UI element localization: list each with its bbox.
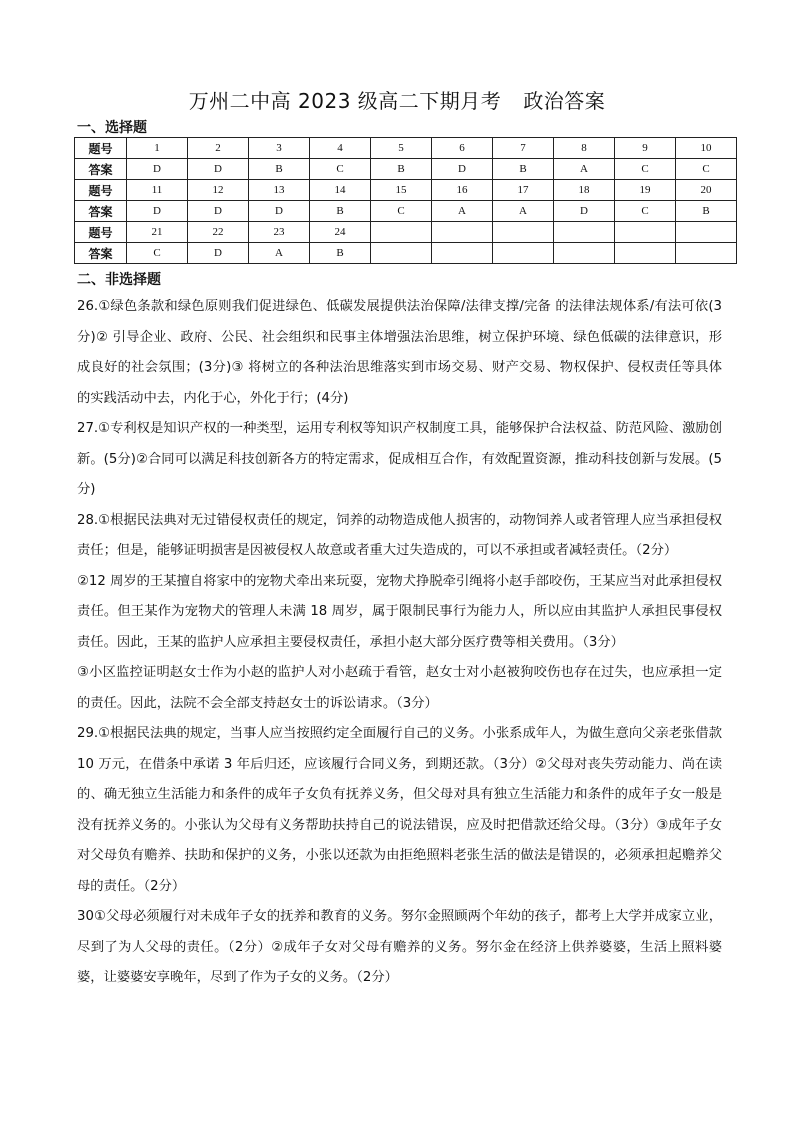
- answer-row: [75, 201, 737, 222]
- answer-table: [74, 137, 737, 264]
- question-number-cell: [371, 222, 432, 243]
- answer-letter-cell: D: [188, 201, 249, 222]
- answer-row-label: 答案: [75, 243, 127, 264]
- question-number-cell: 18: [554, 180, 615, 201]
- answer-letter-cell: C: [127, 243, 188, 264]
- answer-letter-cell: D: [188, 243, 249, 264]
- answer-letter-cell: A: [249, 243, 310, 264]
- answer-letter-cell: A: [493, 201, 554, 222]
- answer-26: 26.①绿色条款和绿色原则我们促进绿色、低碳发展提供法治保障/法律支撑/完备 的法律法规体系/有法可依(3分)② 引导企业、政府、公民、社会组织和民事主体增强法治思维，树立保护环境、绿色低碳的法律意识，形成良好的社会氛围；(3分)③ 将树立的各种法治思维落实到市场交易、财产交易、物权保护、侵权责任等具体的实践活动中去，内化于心，外化于行；(4分): [77, 299, 722, 406]
- answer-letter-cell: D: [188, 159, 249, 180]
- answer-27: 27.①专利权是知识产权的一种类型，运用专利权等知识产权制度工具，能够保护合法权益、防范风险、激励创新。(5分)②合同可以满足科技创新各方的特定需求，促成相互合作，有效配置资源，推动科技创新与发展。(5分): [77, 421, 722, 497]
- question-row: [75, 138, 737, 159]
- question-number-cell: [554, 222, 615, 243]
- answer-row: [75, 243, 737, 264]
- question-number-cell: 22: [188, 222, 249, 243]
- question-number-cell: 4: [310, 138, 371, 159]
- question-number-cell: 15: [371, 180, 432, 201]
- answer-letter-cell: C: [676, 159, 737, 180]
- answer-letter-cell: B: [310, 243, 371, 264]
- question-number-cell: 12: [188, 180, 249, 201]
- answer-letter-cell: C: [615, 201, 676, 222]
- question-number-cell: 24: [310, 222, 371, 243]
- question-number-cell: 14: [310, 180, 371, 201]
- answer-letter-cell: B: [310, 201, 371, 222]
- question-number-cell: [615, 222, 676, 243]
- section-heading-nonchoice: 二、非选择题: [77, 272, 161, 288]
- answer-letter-cell: D: [432, 159, 493, 180]
- answer-row-label: 答案: [75, 201, 127, 222]
- question-number-cell: 7: [493, 138, 554, 159]
- question-number-cell: [432, 222, 493, 243]
- question-number-cell: 2: [188, 138, 249, 159]
- answer-letter-cell: [615, 243, 676, 264]
- answer-letter-cell: B: [371, 159, 432, 180]
- question-number-cell: 21: [127, 222, 188, 243]
- answer-letter-cell: B: [493, 159, 554, 180]
- question-number-cell: 10: [676, 138, 737, 159]
- question-row: [75, 180, 737, 201]
- question-row-label: 题号: [75, 222, 127, 243]
- answer-letter-cell: D: [127, 201, 188, 222]
- subject-title: 政治答案: [523, 89, 606, 113]
- question-number-cell: 6: [432, 138, 493, 159]
- question-number-cell: 3: [249, 138, 310, 159]
- answer-28-part2: ②12 周岁的王某擅自将家中的宠物犬牵出来玩耍，宠物犬挣脱牵引绳将小赵手部咬伤，王某应当对此承担侵权责任。但王某作为宠物犬的管理人未满 18 周岁，属于限制民事行为能力人，所以应由其监护人承担民事侵权责任。因此，王某的监护人应承担主要侵权责任，承担小赵大部分医疗费等相关费用。（3分）: [77, 573, 722, 650]
- question-number-cell: 23: [249, 222, 310, 243]
- answer-letter-cell: B: [249, 159, 310, 180]
- question-number-cell: 19: [615, 180, 676, 201]
- page-title: [0, 85, 794, 114]
- answer-row-label: 答案: [75, 159, 127, 180]
- answer-30: 30①父母必须履行对未成年子女的抚养和教育的义务。努尔金照顾两个年幼的孩子，都考上大学并成家立业，尽到了为人父母的责任。（2分）②成年子女对父母有赡养的义务。努尔金在经济上供养婆婆，生活上照料婆婆，让婆婆安享晚年，尽到了作为子女的义务。（2分）: [77, 909, 722, 985]
- question-number-cell: 17: [493, 180, 554, 201]
- answer-letter-cell: C: [310, 159, 371, 180]
- answer-letter-cell: [432, 243, 493, 264]
- question-number-cell: [493, 222, 554, 243]
- question-number-cell: 13: [249, 180, 310, 201]
- question-row-label: 题号: [75, 138, 127, 159]
- answer-letter-cell: C: [371, 201, 432, 222]
- answer-letter-cell: [554, 243, 615, 264]
- section-heading-choice: 一、选择题: [77, 120, 147, 136]
- question-number-cell: [676, 222, 737, 243]
- answer-letter-cell: D: [554, 201, 615, 222]
- answer-row: [75, 159, 737, 180]
- answer-letter-cell: D: [127, 159, 188, 180]
- answer-letter-cell: B: [676, 201, 737, 222]
- answer-letter-cell: D: [249, 201, 310, 222]
- question-number-cell: 11: [127, 180, 188, 201]
- answer-letter-cell: C: [615, 159, 676, 180]
- question-number-cell: 20: [676, 180, 737, 201]
- answer-29: 29.①根据民法典的规定，当事人应当按照约定全面履行自己的义务。小张系成年人，为做生意向父亲老张借款 10 万元，在借条中承诺 3 年后归还，应该履行合同义务，到期还款。（3分）②父母对丧失劳动能力、尚在读的、确无独立生活能力和条件的成年子女负有抚养义务，但父母对具有独立生活能力和条件的成年子女一般是没有抚养义务的。小张认为父母有义务帮助扶持自己的说法错误，应及时把借款还给父母。（3分）③成年子女对父母负有赡养、扶助和保护的义务，小张以还款为由拒绝照料老张生活的做法是错误的，必须承担起赡养父母的责任。（2分）: [77, 726, 722, 894]
- question-number-cell: 1: [127, 138, 188, 159]
- question-row-label: 题号: [75, 180, 127, 201]
- question-number-cell: 9: [615, 138, 676, 159]
- answer-letter-cell: [493, 243, 554, 264]
- answer-28-part3: ③小区监控证明赵女士作为小赵的监护人对小赵疏于看管，赵女士对小赵被狗咬伤也存在过失，也应承担一定的责任。因此，法院不会全部支持赵女士的诉讼请求。（3分）: [77, 665, 722, 711]
- question-number-cell: 16: [432, 180, 493, 201]
- answer-letter-cell: A: [554, 159, 615, 180]
- question-row: [75, 222, 737, 243]
- answer-letter-cell: A: [432, 201, 493, 222]
- answer-letter-cell: [676, 243, 737, 264]
- question-number-cell: 5: [371, 138, 432, 159]
- answer-body: [77, 292, 722, 994]
- answer-letter-cell: [371, 243, 432, 264]
- answer-28-part1: 28.①根据民法典对无过错侵权责任的规定，饲养的动物造成他人损害的，动物饲养人或者管理人应当承担侵权责任；但是，能够证明损害是因被侵权人故意或者重大过失造成的，可以不承担或者减轻责任。（2分）: [77, 512, 722, 558]
- question-number-cell: 8: [554, 138, 615, 159]
- exam-title: 万州二中高 2023 级高二下期月考: [188, 89, 502, 113]
